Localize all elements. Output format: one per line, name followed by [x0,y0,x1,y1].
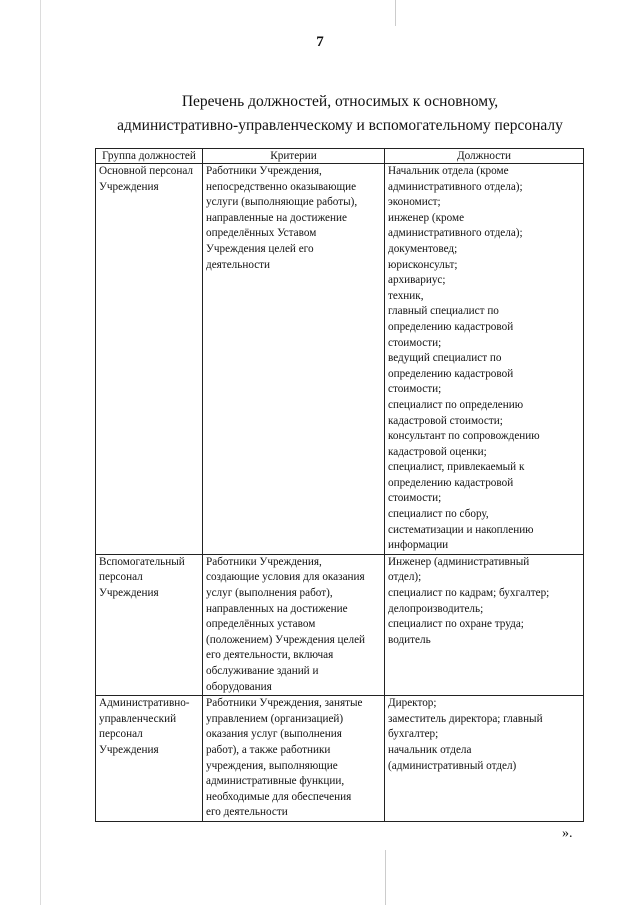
cell-positions [385,696,584,822]
group-text: Административно- управленческий персонал Учреждения [99,697,190,756]
table-row [96,164,584,555]
closing-quote-mark: ». [562,826,573,841]
document-title-line-1: Перечень должностей, относимых к основному, [181,93,499,110]
positions-table [95,148,584,822]
table-row [96,696,584,822]
cell-group [96,554,203,695]
criteria-text: Работники Учреждения, непосредственно оказывающие услуги (выполняющие работы), направленные на достижение определённых Уставом Учреждения целей его деятельности [206,165,358,271]
scan-artifact-bottom-mark [385,850,386,905]
cell-positions [385,554,584,695]
cell-criteria [203,164,385,555]
document-title [60,90,620,138]
cell-positions [385,164,584,555]
table-header-row [96,149,584,164]
criteria-text: Работники Учреждения, создающие условия для оказания услуг (выполнения работ), направленных на достижение определённых уставом (положением) Учреждения целей его деятельности, включая обслуживание зданий и оборудования [206,555,366,693]
cell-criteria [203,696,385,822]
header-criteria: Критерии [203,149,385,164]
scan-artifact-top-mark [395,0,396,26]
header-group: Группа должностей [96,149,203,164]
header-positions: Должности [385,149,584,164]
group-text: Вспомогательный персонал Учреждения [99,555,185,600]
criteria-text: Работники Учреждения, занятые управлением (организацией) оказания услуг (выполнения работ), а также работники учреждения, выполняющие административные функции, необходимые для обеспечения его деятельности [206,697,363,819]
document-title-line-2: административно-управленческому и вспомогательному персоналу [117,117,563,134]
cell-group [96,696,203,822]
group-text: Основной персонал Учреждения [99,165,194,193]
cell-group [96,164,203,555]
positions-text: Начальник отдела (кроме административного отдела); экономист; инженер (кроме административного отдела); документовед; юрисконсульт; архивариус; техник, главный специалист по определению кадастровой стоимости; ведущий специалист по определению кадастровой стоимости; специалист по определению кадастровой стоимости; консультант по сопровождению кадастровой оценки; специалист, привлекаемый к определению кадастровой стоимости; специалист по сбору, систематизации и накоплению информации [388,165,540,552]
positions-text: Инженер (административный отдел); специалист по кадрам; бухгалтер; делопроизводитель; специалист по охране труда; водитель [388,555,550,646]
scan-artifact-left [40,0,41,905]
positions-text: Директор; заместитель директора; главный бухгалтер; начальник отдела (административный отдел) [388,697,543,772]
table-row [96,554,584,695]
cell-criteria [203,554,385,695]
page-number: 7 [316,34,324,50]
